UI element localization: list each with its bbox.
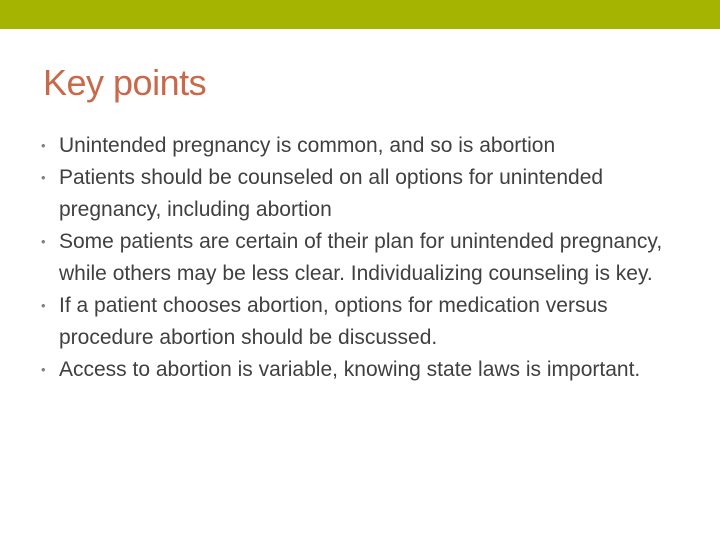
bullet-item (41, 162, 701, 226)
bullet-item (41, 354, 701, 386)
slide-title: Key points (43, 62, 207, 103)
bullet-icon: • (41, 234, 46, 249)
bullet-item (41, 226, 701, 290)
bullet-text: If a patient chooses abortion, options for medication versus procedure abortion should be discussed. (59, 294, 608, 349)
bullet-icon: • (41, 138, 46, 153)
bullet-icon: • (41, 298, 46, 313)
bullet-text: Some patients are certain of their plan for unintended pregnancy, while others may be less clear. Individualizing counseling is key. (59, 230, 663, 285)
header-accent-bar (0, 0, 720, 29)
bullet-text: Access to abortion is variable, knowing state laws is important. (59, 358, 641, 381)
bullet-item (41, 130, 701, 162)
bullet-text: Unintended pregnancy is common, and so is abortion (59, 134, 556, 157)
bullet-icon: • (41, 362, 46, 377)
bullet-text: Patients should be counseled on all options for unintended pregnancy, including abortion (59, 166, 604, 221)
bullet-icon: • (41, 170, 46, 185)
bullet-item (41, 290, 701, 354)
bullet-list (41, 130, 701, 386)
